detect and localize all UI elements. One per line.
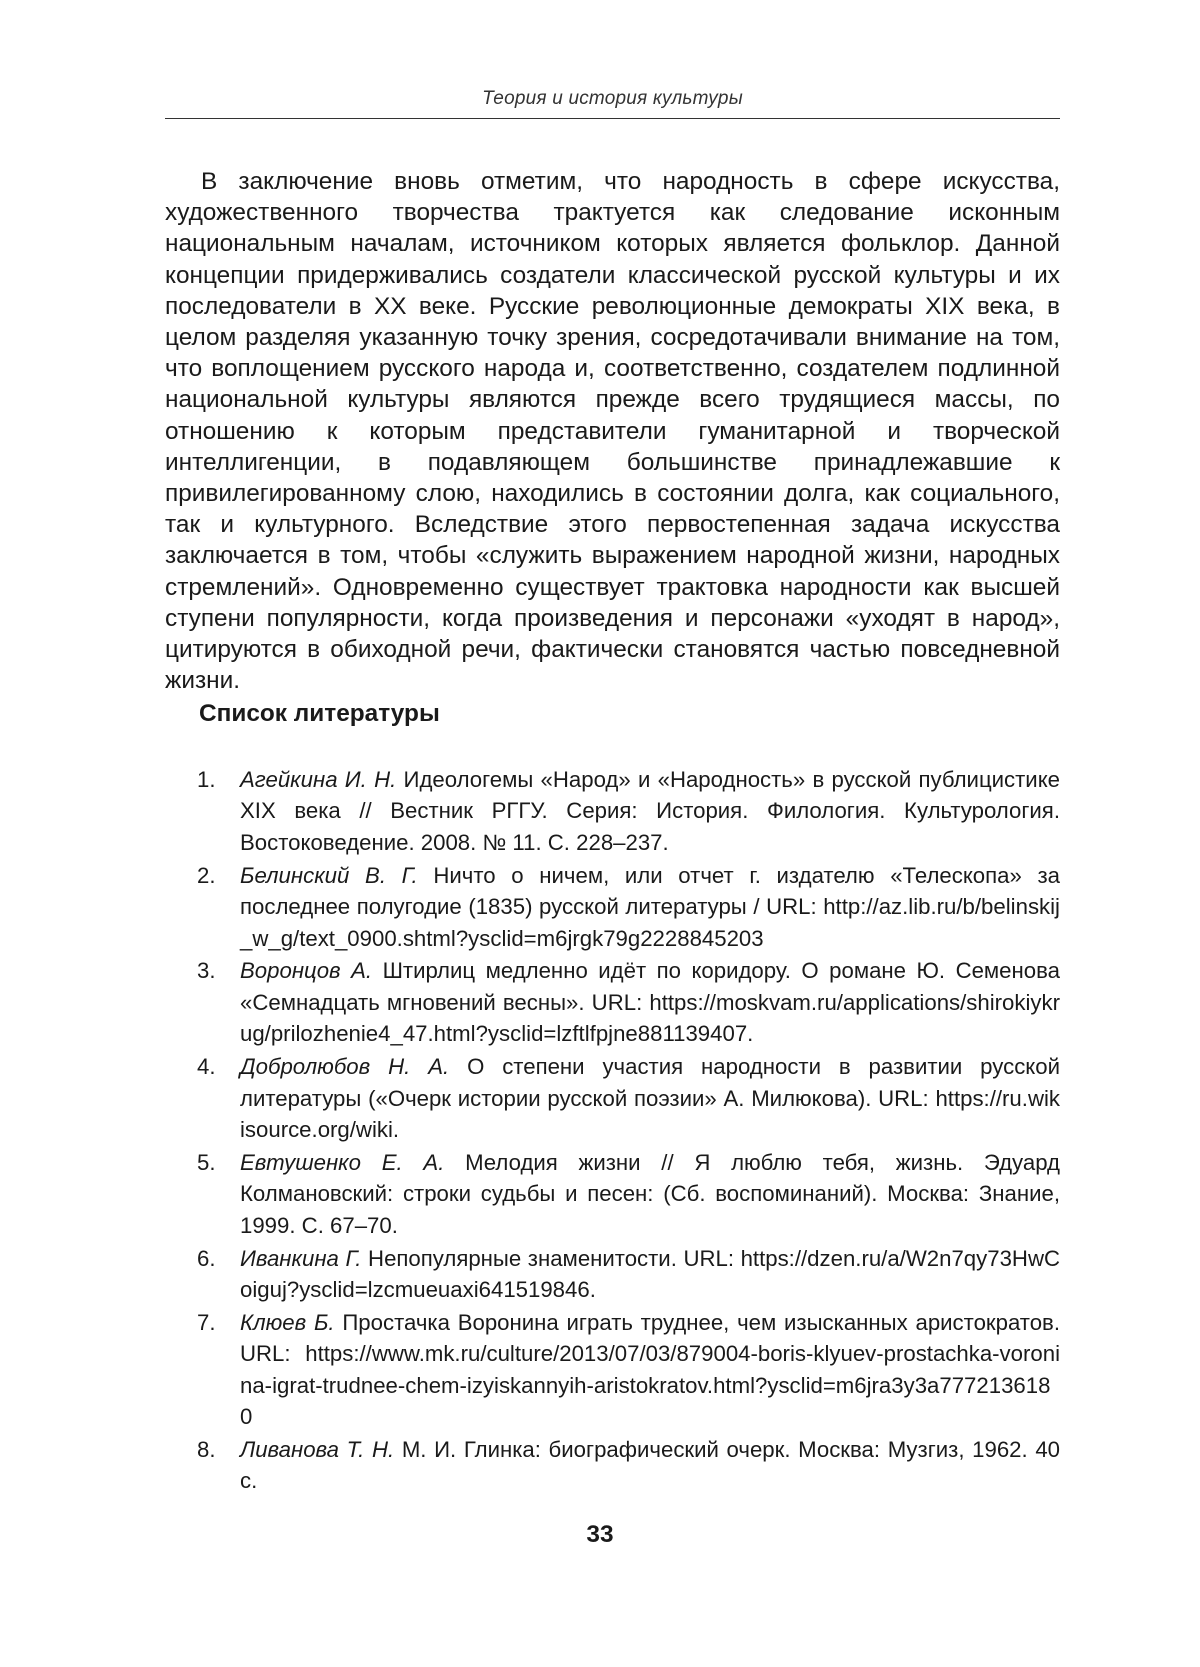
page-number: 33 <box>586 1521 614 1548</box>
running-head: Теория и история культуры <box>482 88 743 109</box>
reference-text: Непопулярные знаменитости. URL: <box>361 1245 741 1271</box>
reference-list <box>165 764 1060 1498</box>
reference-author: Добролюбов Н. А. <box>240 1054 450 1080</box>
reference-author: Белинский В. Г. <box>240 862 418 888</box>
reference-url[interactable]: https://dzen.ru/a/W2n7qy73HwCoiguj?ysclid=lzcmueuaxi641519846. <box>240 1245 1060 1302</box>
reference-item-7 <box>165 1307 1060 1433</box>
reference-item-5 <box>165 1147 1060 1241</box>
reference-number: 4. <box>197 1054 216 1080</box>
reference-text: О степени участия народности в развитии русской литературы («Очерк истории русской поэзии» А. Милюкова). URL: <box>240 1054 1060 1111</box>
reference-author: Агейкина И. Н. <box>240 767 397 792</box>
reference-item-8 <box>165 1434 1060 1497</box>
reference-item-2 <box>165 860 1060 954</box>
reference-number: 3. <box>197 958 216 984</box>
reference-text: М. И. Глинка: биографический очерк. Москва: Музгиз, 1962. 40 с. <box>240 1437 1060 1494</box>
reference-number: 8. <box>197 1437 216 1463</box>
reference-number: 6. <box>197 1245 216 1271</box>
reference-author: Воронцов А. <box>240 958 373 984</box>
reference-text: Простачка Воронина играть труднее, чем изысканных аристократов. URL: <box>240 1309 1061 1367</box>
reference-number: 5. <box>197 1149 216 1175</box>
reference-number: 2. <box>197 862 216 888</box>
references-title: Список литературы <box>199 700 440 727</box>
reference-number: 1. <box>197 767 216 792</box>
reference-item-4 <box>165 1051 1060 1145</box>
reference-author: Евтушенко Е. А. <box>240 1149 445 1175</box>
reference-url[interactable]: https://ru.wikisource.org/wiki. <box>240 1085 1060 1142</box>
reference-item-3 <box>165 955 1060 1049</box>
reference-author: Иванкина Г. <box>240 1245 362 1271</box>
body-paragraph: В заключение вновь отметим, что народность в сфере искусства, художественного творчества трактуется как следование исконным национальным началам, источником которых является фольклор. Данной концепции придерживались создатели классической русской культуры и их последователи в XX веке. Русские революционные демократы XIX века, в целом разделяя указанную точку зрения, сосредотачивали внимание на том, что воплощением русского народа и, соответственно, создателем подлинной национальной культуры являются прежде всего трудящиеся массы, по отношению к которым представители гуманитарной и творческой интеллигенции, в подавляющем большинстве принадлежавшие к привилегированному слою, находились в состоянии долга, как социального, так и культурного. Вследствие этого первостепенная задача искусства заключается в том, чтобы «служить выражением народной жизни, народных стремлений». Одновременно существует трактовка народности как высшей ступени популярности, когда произведения и персонажи «уходят в народ», цитируются в обиходной речи, фактически становятся частью повседневной жизни. <box>165 168 1060 695</box>
reference-item-1 <box>165 764 1060 858</box>
reference-item-6 <box>165 1243 1060 1306</box>
reference-text: Мелодия жизни // Я люблю тебя, жизнь. Эдуард Колмановский: строки судьбы и песен: (Сб. воспоминаний). Москва: Знание, 1999. С. 67–70. <box>240 1149 1060 1238</box>
reference-author: Ливанова Т. Н. <box>240 1437 395 1463</box>
reference-text: Ничто о ничем, или отчет г. издателю «Телескопа» за последнее полугодие (1835) русской литературы / URL: <box>240 862 1060 920</box>
reference-url[interactable]: http://az.lib.ru/b/belinskij_w_g/text_0900.shtml?ysclid=m6jrgk79g2228845203 <box>240 894 1060 951</box>
reference-author: Клюев Б. <box>240 1309 335 1335</box>
reference-url[interactable]: https://www.mk.ru/culture/2013/07/03/879004-boris-klyuev-prostachka-voronina-igrat-trudnee-chem-izyiskannyih-aristokratov.html?ysclid=m6jra3y3a7772136180 <box>240 1341 1060 1430</box>
reference-url[interactable]: https://moskvam.ru/applications/shirokiykrug/prilozhenie4_47.html?ysclid=lzftlfpjne881139407. <box>240 989 1060 1047</box>
reference-text: Идеологемы «Народ» и «Народность» в русской публицистике XIX века // Вестник РГГУ. Серия: История. Филология. Культурология. Востоковедение. 2008. № 11. С. 228–237. <box>240 767 1060 855</box>
reference-text: Штирлиц медленно идёт по коридору. О романе Ю. Семенова «Семнадцать мгновений весны». URL: <box>240 958 1060 1015</box>
header-rule <box>165 118 1060 119</box>
reference-number: 7. <box>197 1309 216 1335</box>
